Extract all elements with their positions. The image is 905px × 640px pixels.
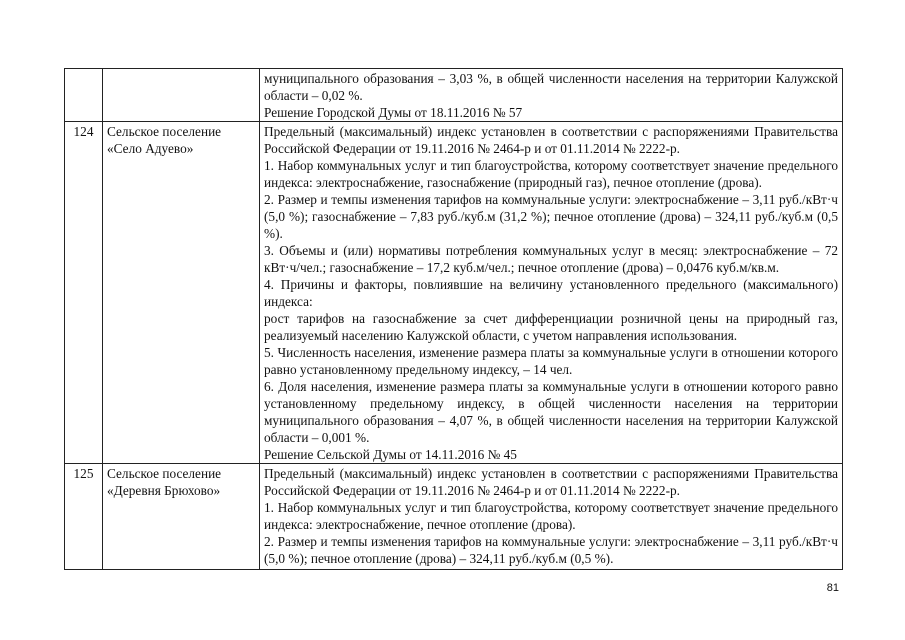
paragraph: 3. Объемы и (или) нормативы потребления коммунальных услуг в месяц: электроснабжение – 72 кВт·ч/чел.; газоснабжение – 17,2 куб.м/чел.; печное отопление (дрова) – 0,0476 куб.м/кв.м. [264,243,838,275]
table-row [65,122,843,464]
municipal-index-table [64,68,843,570]
municipality-name-cell [103,69,260,122]
municipality-name: Сельское поселение «Село Адуево» [103,122,260,464]
paragraph: 5. Численность населения, изменение размера платы за коммунальные услуги в отношении которого равно установленному предельному индексу, – 14 чел. [264,345,838,377]
row-number-cell [65,69,103,122]
description-cell [260,464,843,570]
municipality-name: Сельское поселение «Деревня Брюхово» [103,464,260,570]
paragraph: Предельный (максимальный) индекс установлен в соответствии с распоряжениями Правительства Российской Федерации от 19.11.2016 № 2464-р и от 01.11.2014 № 2222-р. [264,466,838,498]
table-row-continuation [65,69,843,122]
paragraph: Предельный (максимальный) индекс установлен в соответствии с распоряжениями Правительства Российской Федерации от 19.11.2016 № 2464-р и от 01.11.2014 № 2222-р. [264,124,838,156]
paragraph: муниципального образования – 3,03 %, в общей численности населения на территории Калужской области – 0,02 %. [264,71,838,103]
paragraph: 6. Доля населения, изменение размера платы за коммунальные услуги в отношении которого равно установленному предельному индексу, в общей численности населения на территории муниципального образования – 4,07 %, в общей численности населения на территории Калужской области – 0,001 %. [264,379,838,445]
paragraph: 2. Размер и темпы изменения тарифов на коммунальные услуги: электроснабжение – 3,11 руб./кВт·ч (5,0 %); газоснабжение – 7,83 руб./куб.м (31,2 %); печное отопление (дрова) – 324,11 руб./куб.м (0,5 %). [264,192,838,241]
description-cell [260,122,843,464]
paragraph: 1. Набор коммунальных услуг и тип благоустройства, которому соответствует значение предельного индекса: электроснабжение, газоснабжение (природный газ), печное отопление (дрова). [264,158,838,190]
description-cell [260,69,843,122]
page-number: 81 [826,582,839,594]
paragraph: 1. Набор коммунальных услуг и тип благоустройства, которому соответствует значение предельного индекса: электроснабжение, печное отопление (дрова). [264,500,838,532]
paragraph: 2. Размер и темпы изменения тарифов на коммунальные услуги: электроснабжение – 3,11 руб./кВт·ч (5,0 %); печное отопление (дрова) – 324,11 руб./куб.м (0,5 %). [264,534,838,566]
paragraph: рост тарифов на газоснабжение за счет дифференциации розничной цены на природный газ, реализуемый населению Калужской области, с учетом направления использования. [264,311,838,343]
row-number: 124 [65,122,103,464]
decision-reference: Решение Сельской Думы от 14.11.2016 № 45 [264,447,517,462]
decision-reference: Решение Городской Думы от 18.11.2016 № 57 [264,105,523,120]
row-number: 125 [65,464,103,570]
table-row [65,464,843,570]
paragraph: 4. Причины и факторы, повлиявшие на величину установленного предельного (максимального) индекса: [264,277,838,309]
